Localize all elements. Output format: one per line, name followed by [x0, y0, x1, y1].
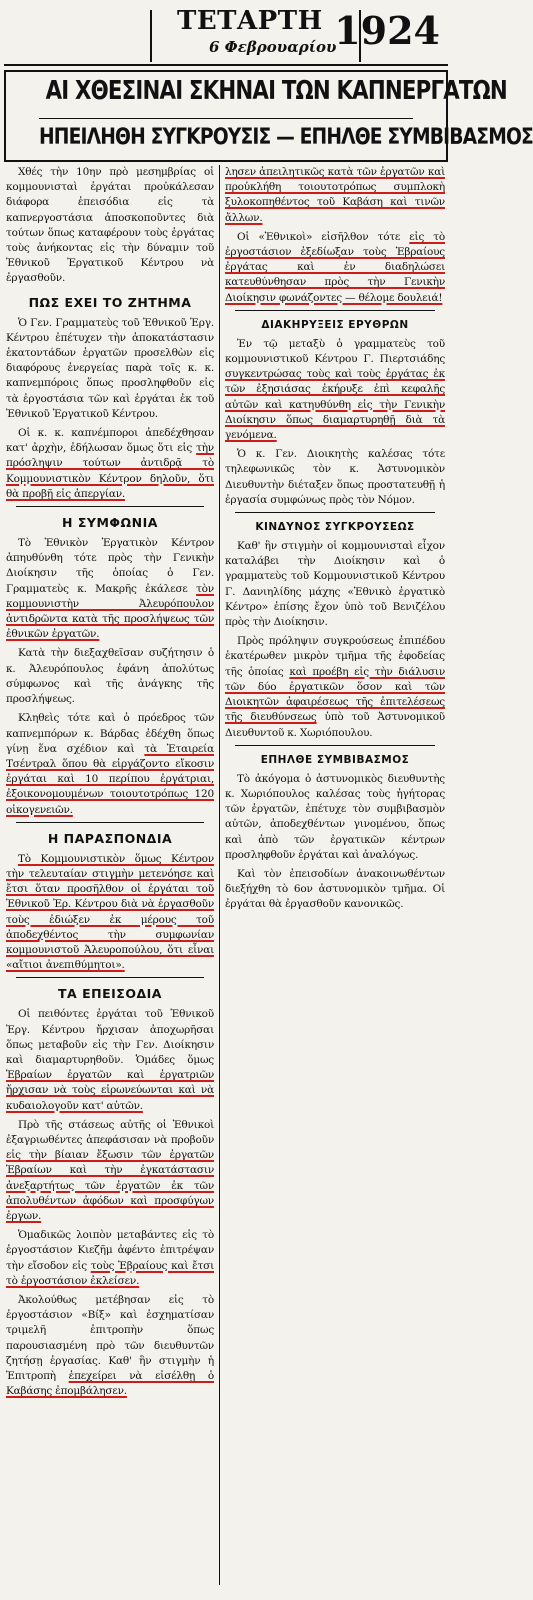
- masthead-date: 6 Φεβρουαρίου: [209, 38, 337, 56]
- subheading-epeisodia: ΤΑ ΕΠΕΙΣΟΔΙΑ: [58, 986, 162, 1002]
- masthead-year: 1924: [334, 8, 440, 53]
- paragraph: Ὁ Γεν. Γραμματεὺς τοῦ Ἐθνικοῦ Ἐργ. Κέντρου ἐπέτυχεν τὴν ἀποκατάστασιν ἑκατοντάδων ἐργατῶν προσελθὼν εἰς διαφόρους ἐνεργείας παρὰ τοῖς κ. κ. καπνεμπόροις ὅπως προσληφθοῦν εἰς τὰ ἐργοστάσια τῶν καὶ ἐργάται ἐκ τοῦ Ἐθνικοῦ Ἐργατικοῦ Κέντρου.: [6, 316, 214, 420]
- paragraph: [6, 1118, 214, 1224]
- paragraph-text: Πρὸς πρόληψιν συγκρούσεως ἐπιπέδου ἑκατέρωθεν μικρὸν τμῆμα τῆς ἐφοδείας τῆς ὁποίας: [225, 635, 445, 678]
- divider: [235, 310, 435, 311]
- subheading-diakiryxeis: ΔΙΑΚΗΡΥΞΕΙΣ ΕΡΥΘΡΩΝ: [261, 318, 409, 331]
- paragraph: [225, 230, 445, 306]
- paragraph-text: Ὁμαδικῶς λοιπὸν μεταβάντες εἰς τὸ ἐργοστάσιον Κιεζῆμ ἀφέντο ἐπιτρέψαν τὴν εἴσοδον εἰς: [6, 1229, 214, 1272]
- paragraph: Τὸ ἀκόγομα ὁ ἁστυνομικὸς διευθυντὴς κ. Χωριόπουλος καλέσας τοὺς ἡγήτορας τῶν ἐργατῶν, ἐπέτυχε τὸν συμβιβασμὸν αὐτῶν, ἀποδεχθέντων γινομένου, ὅπως καὶ ἀπὸ τῶν ἐργατικῶν κέντρων προσληφθοῦν ἐργάται καὶ ἀναλόγως.: [225, 772, 445, 861]
- underlined-text: συγκεντρώσας τοὺς καὶ τοὺς ἐργάτας ἐκ τῶν ἐξησιάσας ἐκήρυξε ἐπὶ κεφαλῆς αὐτῶν καὶ κατηυθύνθη εἰς τὴν Γενικὴν Διοίκησιν ὅπως διαμαρτυρηθῇ διὰ τὰ γενόμενα.: [225, 368, 445, 442]
- paragraph-text: Οἱ κ. κ. καπνέμποροι ἀπεδέχθησαν κατ' ἀρχὴν, ἐδήλωσαν ὅμως ὅτι εἰς: [6, 427, 214, 455]
- right-column: [225, 165, 445, 917]
- paragraph: Καθ' ἣν στιγμὴν οἱ κομμουνισταὶ εἶχον καταλάβει τὴν Διοίκησιν καὶ ὁ γραμματεὺς τοῦ Κομμουνιστικοῦ Κέντρου Γ. Δανιηλίδης μάχης «Ἐθνικὸ ἐργατικὸ Κέντρο» ἐπίσης ἔχον ὑπὸ τοῦ Βενιζέλου πρὸς τὴν Διοίκησιν.: [225, 540, 445, 629]
- paragraph-text: Τὸ Ἐθνικὸν Ἐργατικὸν Κέντρον ἀπηυθύνθη τότε πρὸς τὴν Γενικὴν Διοίκησιν τῆς ὁποίας ὁ Γεν. Γραμματεὺς κ. Μακρῆς ἐκάλεσε: [6, 537, 214, 595]
- headline-box: [4, 70, 533, 162]
- paragraph: [6, 852, 214, 974]
- paragraph: [225, 634, 445, 740]
- paragraph: [6, 426, 214, 502]
- paragraph: [225, 337, 445, 443]
- divider: [16, 822, 204, 823]
- paragraph-text: ὑπὸ τοῦ Ἀστυνομικοῦ Διευθυντοῦ κ. Χωριόπουλου.: [225, 711, 445, 739]
- subheading-zitima: ΠΩΣ ΕΧΕΙ ΤΟ ΖΗΤΗΜΑ: [28, 294, 192, 310]
- underlined-text: καὶ προέβη εἰς τὴν διάλυσιν τῶν δύο ἐργατικῶν ὅσον καὶ τῶν Διοικητῶν ἀφαιρέσεως τῆς ἐπιτελέσεως τῆς διευθύνσεως: [225, 665, 445, 724]
- subheading-kindynos: ΚΙΝΔΥΝΟΣ ΣΥΓΚΡΟΥΣΕΩΣ: [255, 521, 415, 534]
- subheading-symvivasmos: ΕΠΗΛΘΕ ΣΥΜΒΙΒΑΣΜΟΣ: [260, 753, 410, 766]
- paragraph-text: Κληθεὶς τότε καὶ ὁ πρόεδρος τῶν καπνεμπόρων κ. Βάρδας ἐδέχθη ὅπως γίνῃ ἕνα σχέδιον καὶ: [6, 712, 214, 755]
- paragraph: [6, 1228, 214, 1289]
- masthead-day: ΤΕΤΑΡΤΗ: [177, 6, 323, 36]
- divider: [16, 977, 204, 978]
- underlined-text: εἰς τὸ ἐργοστάσιον ἐξεδίωξαν τοὺς Ἑβραίους ἐργάτας καὶ ἐν διαδηλώσει κατευθύνθησαν πρὸς τὴν Γενικὴν Διοίκησιν φωνάζοντες — θέλομε δουλειά!: [225, 230, 445, 304]
- paragraph-text: Πρὸ τῆς στάσεως αὐτῆς οἱ Ἐθνικοὶ ἐξαγριωθέντες ἀπεφάσισαν νὰ προβοῦν: [6, 1118, 214, 1146]
- underlined-text: τοὺς Ἑβραίους καὶ ἔτσι τὸ ἐργοστάσιον ἐκλείσεν.: [6, 1259, 214, 1287]
- masthead-divider: [150, 10, 152, 62]
- underlined-text: Ἑβραίων ἐργατῶν καὶ ἐργατριῶν ἤρχισαν νὰ τοὺς εἰρωνεύωνται καὶ νὰ κυδαιολογοῦν κατ' αὐτῶν.: [6, 1069, 214, 1112]
- headline-subtitle: ΗΠΕΙΛΗΘΗ ΣΥΓΚΡΟΥΣΙΣ — ΕΠΗΛΘΕ ΣΥΜΒΙΒΑΣΜΟΣ: [39, 118, 413, 150]
- paragraph: Ὁ κ. Γεν. Διοικητὴς καλέσας τότε τηλεφωνικῶς τὸν κ. Ἀστυνομικὸν Διευθυντὴν διέταξεν ὅπως προστατευθῇ ἡ ἐργασία συμφώνως πρὸς τὸν Νόμον.: [225, 448, 445, 506]
- headline-title: ΑΙ ΧΘΕΣΙΝΑΙ ΣΚΗΝΑΙ ΤΩΝ ΚΑΠΝΕΡΓΑΤΩΝ: [45, 76, 507, 106]
- underlined-text: λησεν ἀπειλητικῶς κατὰ τῶν ἐργατῶν καὶ προὐκλήθη τοιουτοτρόπως συμπλοκὴ ξυλοκοπηθέντος τοῦ Καβάση καὶ τινῶν ἄλλων.: [225, 166, 445, 224]
- underlined-text: εἰς τὴν βίαιαν ἔξωσιν τῶν ἐργατῶν Ἑβραίων καὶ τὴν ἐγκατάστασιν ἀνεξαρτήτως τῶν ἐργατῶν ἐκ τῶν ἀπολυθέντων ἀφόδων καὶ προσφύγων ἐργων.: [6, 1149, 214, 1222]
- subheading-paraspondia: Η ΠΑΡΑΣΠΟΝΔΙΑ: [47, 830, 173, 846]
- paragraph: [6, 536, 214, 642]
- paragraph: [6, 1007, 214, 1113]
- underlined-text: Τὸ Κομμουνιστικὸν ὅμως Κέντρον τὴν τελευταίαν στιγμὴν μετενόησε καὶ ἔτσι ὅταν προσῆλθον οἱ ἐργάται τοῦ Ἐθνικοῦ Ἐρ. Κέντρου διὰ νὰ ἐργασθοῦν τοὺς ἐδιώξεν ἐκ μέρους τοῦ ἀποδεχθέντος τὴν συμφωνίαν κομμουνιστοῦ Ἀλευροπούλου, ὅτι εἶναι «αἴτιοι ἀνεπιθύμητοι».: [6, 852, 214, 972]
- paragraph-text: Ἐν τῷ μεταξὺ ὁ γραμματεὺς τοῦ κομμουνιστικοῦ Κέντρου Γ. Πιερτσιάδης: [225, 337, 445, 366]
- divider: [235, 745, 435, 746]
- underlined-text: τὰ Ἐταιρεία Τσέντραλ ὅπου θὰ εἰργάζοντο εἴκοσιν ἐργάται καὶ 10 περίπου ἐργάτριαι, ἐξοικονομουμένων τοιουτοτρόπως 120 οἰκογενειῶν.: [6, 742, 214, 816]
- paragraph: [6, 711, 214, 817]
- underlined-text: τὴν πρόσληψιν τούτων ἀντιδρᾷ τὸ Κομμουνιστικὸν Κέντρον δηλοῦν, ὅτι θὰ προβῇ εἰς ἀπεργίαν.: [6, 442, 214, 500]
- paragraph: [225, 165, 445, 226]
- paragraph: [6, 1293, 214, 1399]
- left-column: [6, 165, 214, 1403]
- underlined-text: τὸν κομμουνιστὴν Ἀλευρόπουλον ἀντιδρῶντα κατὰ τῆς προσλήψεως τῶν ἐθνικῶν ἐργατῶν.: [6, 582, 214, 641]
- column-divider: [219, 165, 220, 1585]
- paragraph: Καὶ τὸν ἐπεισοδίων ἀνακοινωθέντων διεξήχθη τὸ 6ον ἀστυνομικὸν τμῆμα. Οἱ ἐργάται θὰ ἐργασθοῦν κανονικῶς.: [225, 867, 445, 911]
- underlined-text: ἐπεχείρει νὰ εἰσέλθῃ ὁ Καβάσης ἐπομβάλησεν.: [6, 1370, 214, 1398]
- intro-paragraph: Χθές τὴν 10ην πρὸ μεσημβρίας οἱ κομμουνισταὶ ἐργάται προὐκάλεσαν διάφορα ἐπεισόδια εἰς τὰ καπνεργοστάσια ἀποσκοποῦντες διὰ τούτων ὅπως καταφέρουν τοὺς ἐργάτας τοὺς ἀνήκοντας εἰς τὴν δύναμιν τοῦ Ἐθνικοῦ Ἐργατικοῦ Κέντρου νὰ ἐργασθοῦν.: [6, 166, 214, 285]
- masthead: [4, 6, 448, 66]
- subheading-symfonia: Η ΣΥΜΦΩΝΙΑ: [62, 515, 158, 531]
- divider: [16, 506, 204, 507]
- paragraph-text: Οἱ πειθόντες ἐργάται τοῦ Ἐθνικοῦ Ἐργ. Κέντρου ἤρχισαν ἀποχωρῆσαι ὅπως μεταβοῦν εἰς τὴν Γεν. Διοίκησιν καὶ διαμαρτυρηθοῦν. Ὁμάδες ὅμως: [6, 1008, 214, 1066]
- divider: [235, 512, 435, 513]
- paragraph: Κατὰ τὴν διεξαχθεῖσαν συζήτησιν ὁ κ. Ἀλευρόπουλος ἐφάνη ἀπολύτως σύμφωνος καὶ τῆς ἀνάγκης τῆς προσλήψεως.: [6, 647, 214, 706]
- paragraph-text: Ἀκολούθως μετέβησαν εἰς τὸ ἐργοστάσιον «Βίξ» καὶ ἐσχηματίσαν τριμελῆ ἐπιτροπὴν ὅπως παρουσιασμένη πρὸ τῶν διευθυντῶν ζητήσῃ ἐργασίας. Καθ' ἣν στιγμὴν ἡ Ἐπιτροπὴ: [6, 1294, 214, 1383]
- paragraph-text: Οἱ «Ἐθνικοὶ» εἰσῆλθον τότε: [237, 230, 410, 243]
